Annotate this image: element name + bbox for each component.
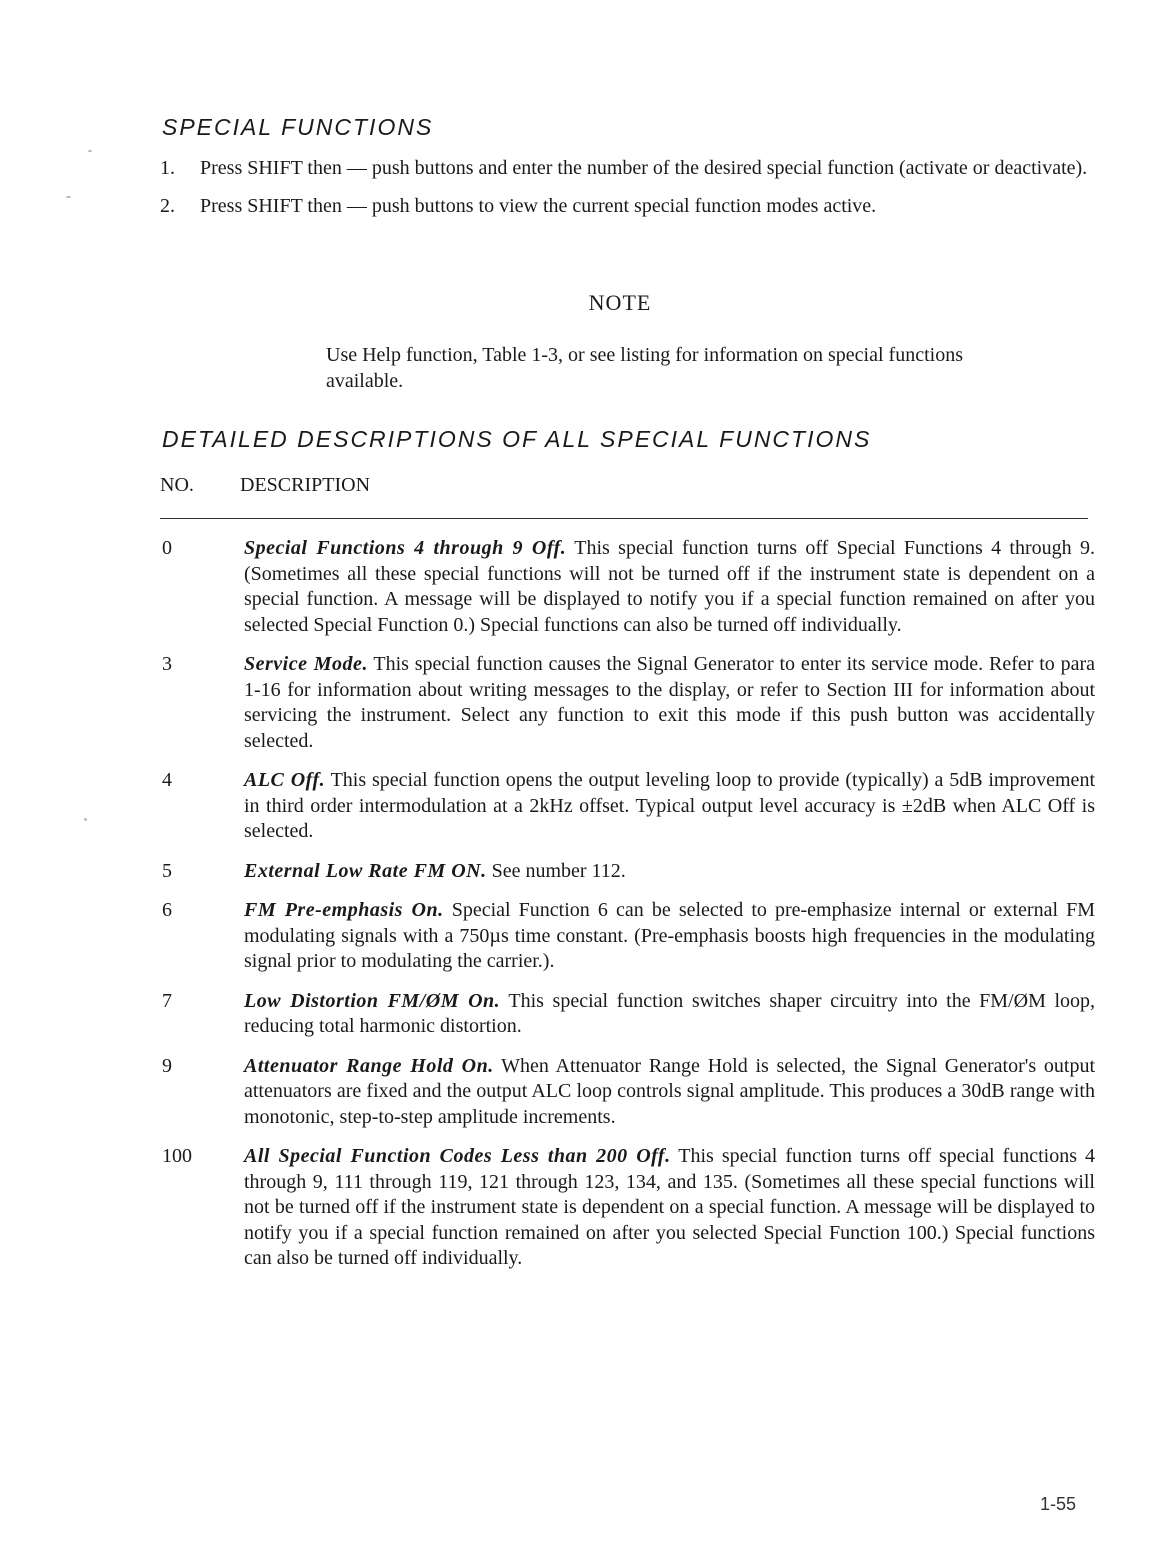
function-description — [244, 536, 1095, 638]
steps-list — [160, 155, 1090, 231]
function-number: 9 — [162, 1054, 172, 1077]
scan-speck — [66, 196, 71, 198]
page-number: 1-55 — [1040, 1494, 1077, 1514]
column-header-no: NO. — [160, 474, 194, 496]
function-title: FM Pre-emphasis On. — [244, 899, 444, 921]
step-number: 2. — [160, 195, 175, 217]
function-text: This special function switches shaper circuitry into the FM/ØM loop, reducing total harmonic distortion. — [244, 989, 1096, 1037]
function-list — [160, 536, 1095, 1286]
function-text: See number 112. — [491, 859, 626, 882]
function-title: External Low Rate FM ON. — [244, 859, 487, 882]
scan-speck — [84, 818, 87, 821]
function-description — [244, 768, 1095, 845]
scan-speck — [88, 150, 92, 152]
function-title: ALC Off. — [244, 769, 326, 791]
function-entry — [160, 989, 1095, 1040]
function-entry — [160, 898, 1095, 975]
function-number: 6 — [162, 899, 172, 921]
function-entry — [160, 652, 1095, 754]
note-body: Use Help function, Table 1-3, or see listing for information on special functions available. — [326, 344, 963, 392]
function-title: All Special Function Codes Less than 200 Off. — [244, 1145, 671, 1167]
function-text: This special function opens the output leveling loop to provide (typically) a 5dB improvement in third order intermodulation at a 2kHz offset. Typical output level accuracy is ±2dB when ALC Off is selected. — [244, 769, 1095, 842]
function-text: Special Function 6 can be selected to pre-emphasize internal or external FM modulating signals with a 750µs time constant. (Pre-emphasis boosts high frequencies in the modulating signal prior to modulating the carrier.). — [244, 899, 1096, 972]
step-text: Press SHIFT then — push buttons to view the current special function modes active. — [200, 195, 877, 217]
function-text: This special function turns off Special Functions 4 through 9. (Sometimes all these special functions will not be turned off if the instrument state is dependent on a special function. A message will be displayed to notify you if a special function remained on after you selected Special Function 0.) Special functions can also be turned off individually. — [244, 537, 1095, 636]
step-item — [160, 193, 1090, 219]
function-description — [244, 898, 1095, 975]
detailed-title: DETAILED DESCRIPTIONS OF ALL SPECIAL FUNCTIONS — [162, 426, 872, 452]
function-title: Service Mode. — [244, 653, 368, 675]
note-title: NOTE — [588, 290, 652, 315]
function-entry — [160, 1054, 1095, 1131]
function-entry — [160, 536, 1095, 638]
function-entry — [160, 1144, 1095, 1272]
step-text: Press SHIFT then — push buttons and enter the number of the desired special function (activate or deactivate). — [200, 157, 1088, 179]
function-title: Special Functions 4 through 9 Off. — [244, 537, 567, 559]
section-title: SPECIAL FUNCTIONS — [162, 114, 434, 140]
function-entry — [160, 768, 1095, 845]
function-text: This special function turns off special functions 4 through 9, 111 through 119, 121 through 123, 134, and 135. (Sometimes all these special functions will not be turned off if the instrument state is dependent on a special function. A message will be displayed to notify you if a special function remained on after you selected Special Function 100.) Special functions can also be turned off individually. — [244, 1145, 1096, 1269]
function-description — [244, 652, 1095, 754]
function-description — [244, 859, 1095, 885]
header-rule — [160, 518, 1088, 519]
function-number: 3 — [162, 653, 172, 675]
function-title: Attenuator Range Hold On. — [244, 1054, 494, 1077]
function-entry — [160, 859, 1095, 885]
function-description — [244, 1144, 1095, 1272]
step-number: 1. — [160, 157, 175, 179]
function-number: 0 — [162, 537, 172, 559]
function-title: Low Distortion FM/ØM On. — [244, 989, 501, 1012]
function-number: 4 — [162, 769, 172, 791]
function-text: When Attenuator Range Hold is selected, the Signal Generator's output attenuators are fixed and the output ALC loop controls signal amplitude. This produces a 30dB range with monotonic, step-to-step amplitude increments. — [244, 1054, 1096, 1128]
function-number: 7 — [162, 989, 172, 1012]
function-number: 100 — [162, 1145, 192, 1167]
column-header-description: DESCRIPTION — [240, 474, 371, 496]
step-item — [160, 155, 1090, 181]
function-description — [244, 989, 1095, 1040]
function-text: This special function causes the Signal Generator to enter its service mode. Refer to para 1-16 for information about writing messages to the display, or refer to Section III for information about servicing the instrument. Select any function to exit this mode if this push button was accidentally selected. — [244, 653, 1095, 752]
function-number: 5 — [162, 859, 172, 882]
function-description — [244, 1054, 1095, 1131]
